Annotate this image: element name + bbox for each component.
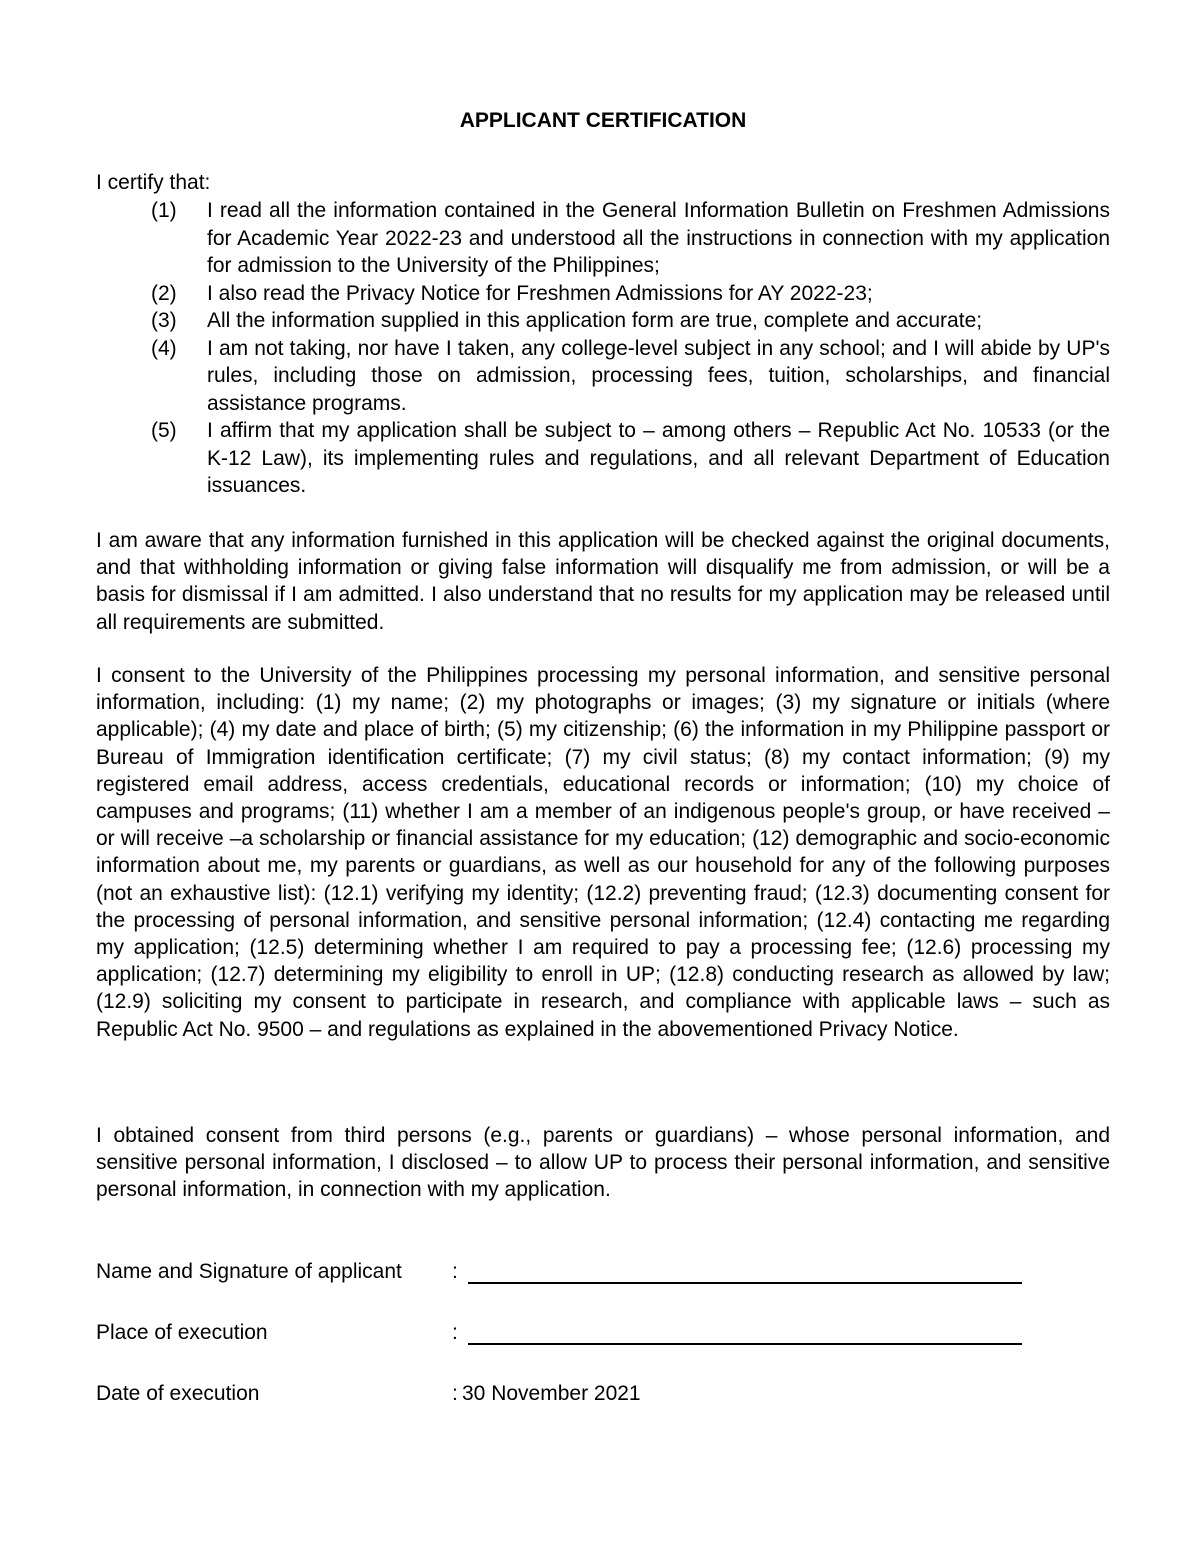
- list-item: [96, 417, 1110, 500]
- list-item-number: (2): [151, 281, 177, 305]
- date-of-execution-label: Date of execution: [96, 1382, 260, 1405]
- third-party-consent-paragraph: I obtained consent from third persons (e.g., parents or guardians) – whose personal information, and sensitive personal information, I disclosed – to allow UP to process their personal information, and sensitive personal information, in connection with my application.: [96, 1124, 1110, 1202]
- list-item-text: I also read the Privacy Notice for Freshmen Admissions for AY 2022-23;: [207, 281, 873, 305]
- place-of-execution-label: Place of execution: [96, 1321, 268, 1344]
- list-item-text: I read all the information contained in the General Information Bulletin on Freshmen Admissions for Academic Year 2022-23 and understood all the instructions in connection with my application for admission to the University of the Philippines;: [207, 199, 1110, 277]
- list-item-number: (5): [151, 419, 177, 442]
- list-item-text: I affirm that my application shall be subject to – among others – Republic Act No. 10533 (or the K-12 Law), its implementing rules and regulations, and all relevant Department of Education issuances.: [207, 419, 1110, 497]
- date-of-execution-row: [96, 1380, 1110, 1410]
- list-item: [96, 280, 1110, 308]
- certify-intro: I certify that:: [96, 171, 211, 194]
- list-item-number: (1): [151, 199, 177, 222]
- separator-colon: :: [452, 1321, 458, 1344]
- name-signature-row: [96, 1258, 1110, 1288]
- awareness-paragraph: I am aware that any information furnished in this application will be checked against the original documents, and that withholding information or giving false information will disqualify me from admission, or will be a basis for dismissal if I am admitted. I also understand that no results for my application may be released until all requirements are submitted.: [96, 529, 1110, 634]
- list-item: [96, 307, 1110, 335]
- list-item-number: (3): [151, 309, 177, 332]
- separator-colon: :: [452, 1260, 458, 1283]
- date-of-execution-value: 30 November 2021: [462, 1382, 641, 1405]
- list-item-text: All the information supplied in this application form are true, complete and accurate;: [207, 309, 983, 332]
- page-title: APPLICANT CERTIFICATION: [459, 109, 747, 132]
- list-item-number: (4): [151, 336, 177, 360]
- certification-list: [96, 197, 1110, 500]
- consent-paragraph: I consent to the University of the Philippines processing my personal information, and sensitive personal information, including: (1) my name; (2) my photographs or images; (3) my signature or initials (where applicable); (4) my date and place of birth; (5) my citizenship; (6) the information in my Philippine passport or Bureau of Immigration identification certificate; (7) my civil status; (8) my contact information; (9) my registered email address, access credentials, educational records or information; (10) my choice of campuses and programs; (11) whether I am a member of an indigenous people's group, or have received – or will receive –a scholarship or financial assistance for my education; (12) demographic and socio-economic information about me, my parents or guardians, as well as our household for any of the following purposes (not an exhaustive list): (12.1) verifying my identity; (12.2) preventing fraud; (12.3) documenting consent for the processing of personal information, and sensitive personal information; (12.4) contacting me regarding my application; (12.5) determining whether I am required to pay a processing fee; (12.6) processing my application; (12.7) determining my eligibility to enroll in UP; (12.8) conducting research as allowed by law; (12.9) soliciting my consent to participate in research, and compliance with applicable laws – such as Republic Act No. 9500 – and regulations as explained in the abovementioned Privacy Notice.: [96, 664, 1110, 1041]
- place-of-execution-blank[interactable]: [468, 1343, 1022, 1345]
- list-item: [96, 335, 1110, 418]
- name-signature-label: Name and Signature of applicant: [96, 1260, 402, 1283]
- name-signature-blank[interactable]: [468, 1282, 1022, 1284]
- place-of-execution-row: [96, 1319, 1110, 1349]
- list-item-text: I am not taking, nor have I taken, any college-level subject in any school; and I will abide by UP's rules, including those on admission, processing fees, tuition, scholarships, and financial assistance programs.: [207, 336, 1110, 415]
- list-item: [96, 197, 1110, 280]
- separator-colon: :: [452, 1382, 458, 1405]
